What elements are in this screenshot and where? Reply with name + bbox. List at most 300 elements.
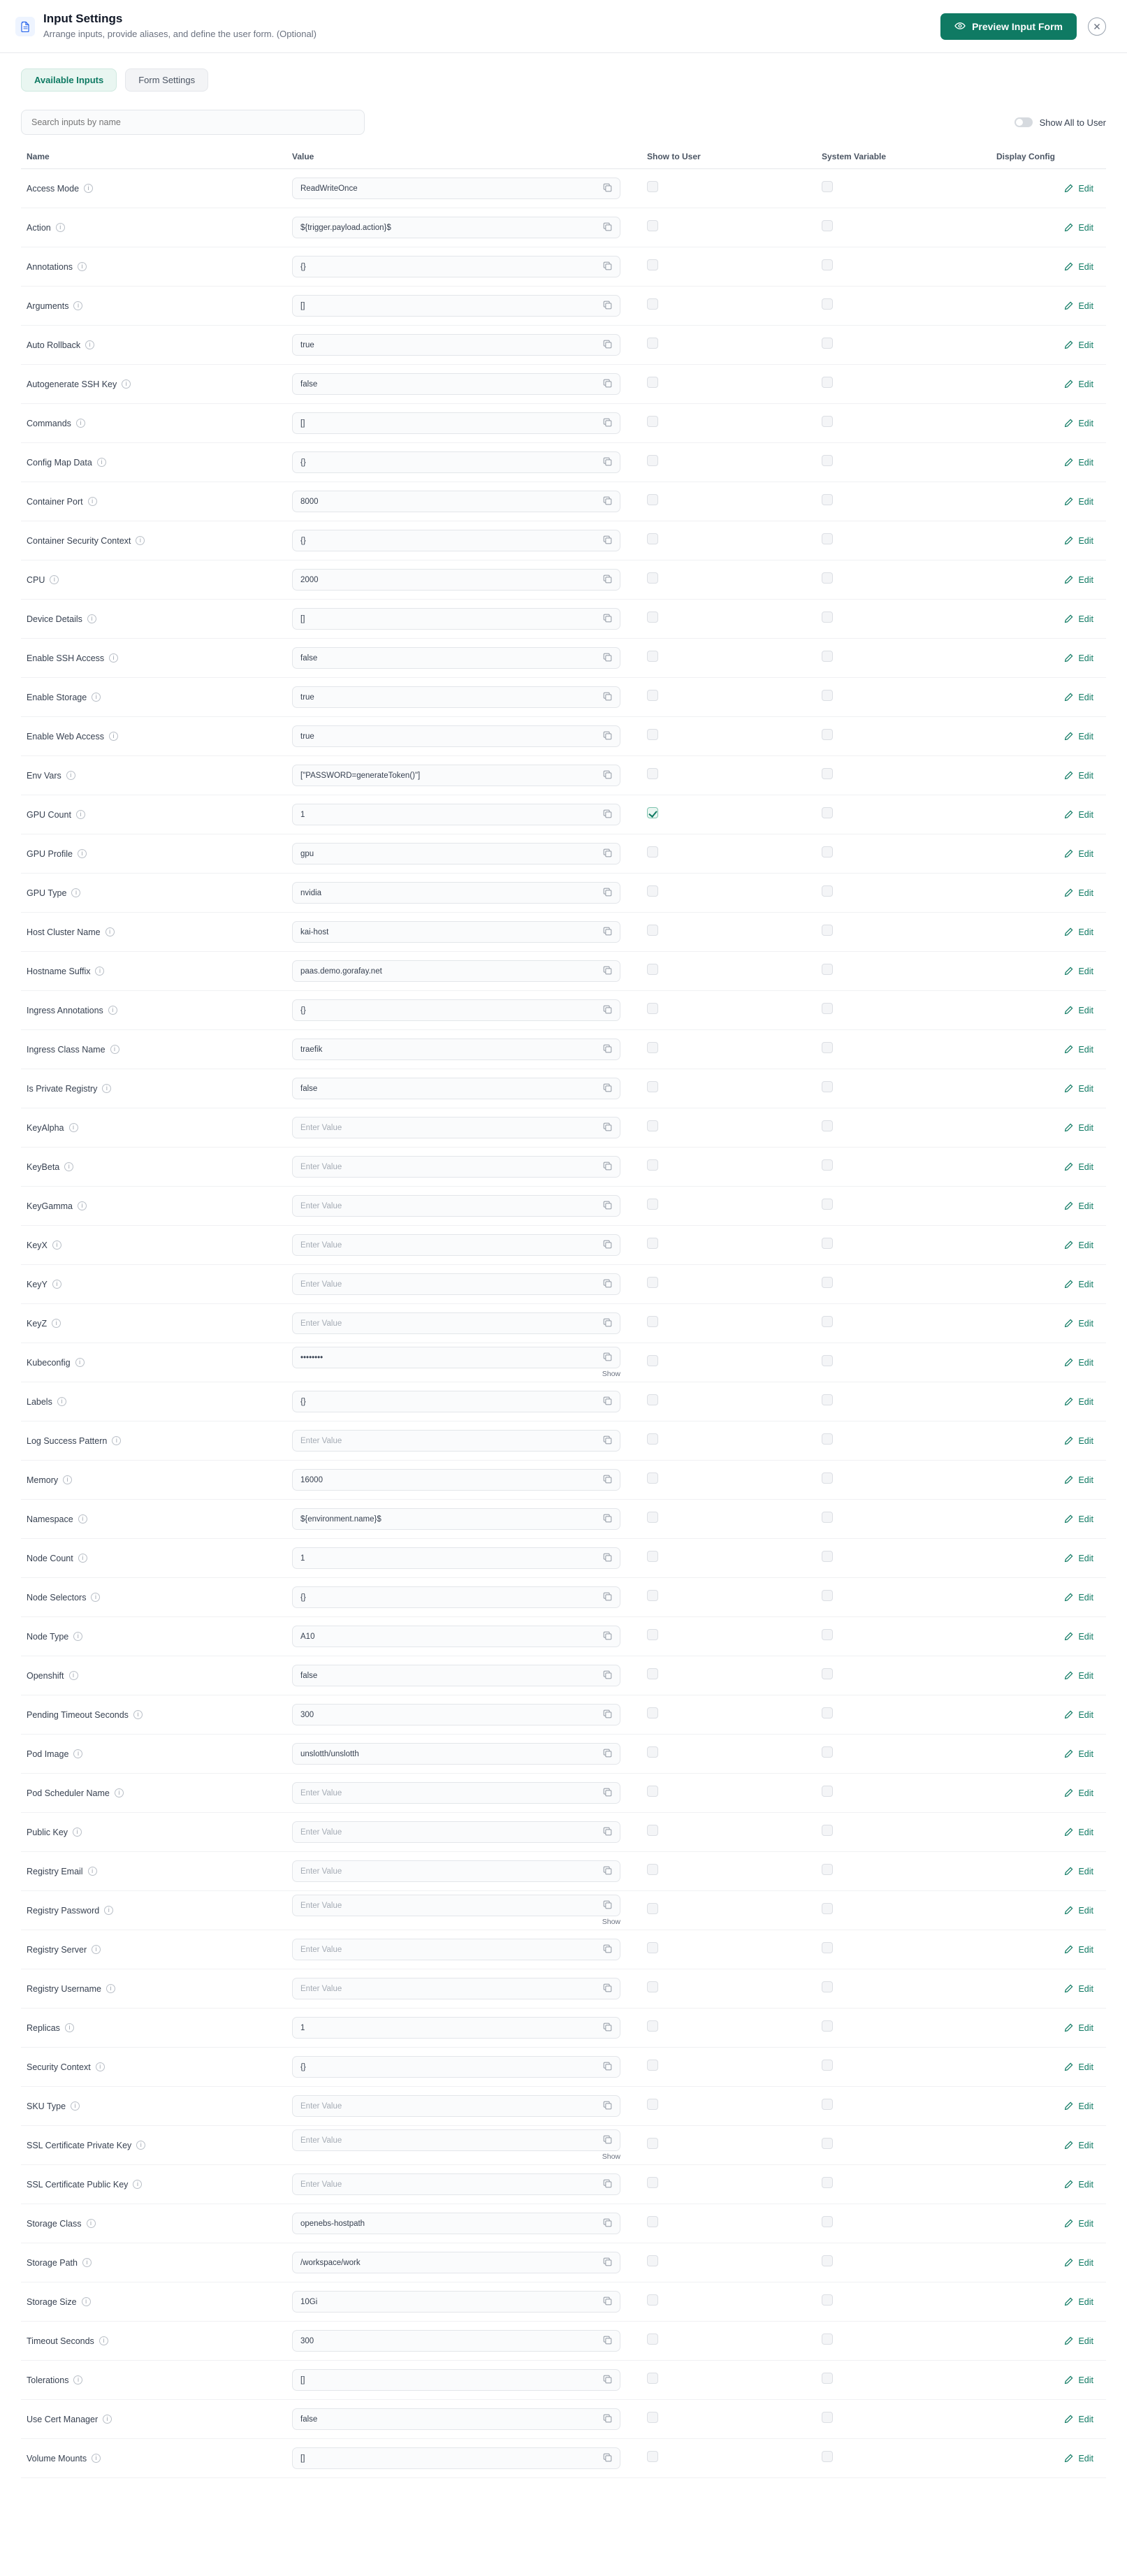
show-to-user-checkbox[interactable] [647,1942,658,1953]
value-input[interactable] [292,1860,620,1882]
copy-icon[interactable] [603,1435,614,1447]
system-variable-checkbox[interactable] [822,1472,833,1484]
value-input[interactable] [292,1821,620,1843]
edit-display-config-button[interactable] [996,1984,1100,1994]
copy-icon[interactable] [603,1592,614,1603]
value-input[interactable] [292,2369,620,2391]
system-variable-checkbox[interactable] [822,1003,833,1014]
show-to-user-checkbox[interactable] [647,2451,658,2462]
value-input[interactable] [292,2447,620,2469]
value-input[interactable] [292,530,620,551]
info-icon[interactable]: i [88,497,97,506]
copy-icon[interactable] [603,809,614,820]
info-icon[interactable]: i [82,2297,91,2306]
value-input[interactable] [292,569,620,591]
copy-icon[interactable] [603,1122,614,1134]
show-to-user-checkbox[interactable] [647,1238,658,1249]
show-to-user-checkbox[interactable] [647,1903,658,1914]
close-circle-icon[interactable] [1088,17,1106,36]
value-input[interactable] [292,295,620,317]
value-input[interactable] [292,1895,620,1916]
edit-display-config-button[interactable] [996,849,1100,859]
system-variable-checkbox[interactable] [822,2373,833,2384]
edit-display-config-button[interactable] [996,1710,1100,1720]
edit-display-config-button[interactable] [996,458,1100,468]
value-input[interactable] [292,1391,620,1412]
system-variable-checkbox[interactable] [822,1903,833,1914]
system-variable-checkbox[interactable] [822,1355,833,1366]
copy-icon[interactable] [603,653,614,664]
info-icon[interactable]: i [64,1162,73,1171]
info-icon[interactable]: i [91,1593,100,1602]
edit-display-config-button[interactable] [996,1867,1100,1876]
show-to-user-checkbox[interactable] [647,1433,658,1445]
copy-icon[interactable] [603,692,614,703]
copy-icon[interactable] [603,457,614,468]
info-icon[interactable]: i [73,1749,82,1758]
info-icon[interactable]: i [78,849,87,858]
info-icon[interactable]: i [112,1436,121,1445]
system-variable-checkbox[interactable] [822,612,833,623]
value-input[interactable] [292,1156,620,1178]
system-variable-checkbox[interactable] [822,2060,833,2071]
value-input[interactable] [292,1347,620,1368]
info-icon[interactable]: i [106,1984,115,1993]
info-icon[interactable]: i [50,575,59,584]
copy-icon[interactable] [603,1044,614,1055]
system-variable-checkbox[interactable] [822,1081,833,1092]
show-to-user-checkbox[interactable] [647,925,658,936]
system-variable-checkbox[interactable] [822,1120,833,1131]
system-variable-checkbox[interactable] [822,1746,833,1758]
info-icon[interactable]: i [99,2336,108,2345]
info-icon[interactable]: i [73,2375,82,2385]
edit-display-config-button[interactable] [996,1788,1100,1798]
copy-icon[interactable] [603,2375,614,2386]
value-input[interactable] [292,1626,620,1647]
info-icon[interactable]: i [85,340,94,349]
system-variable-checkbox[interactable] [822,1316,833,1327]
show-to-user-checkbox[interactable] [647,1786,658,1797]
system-variable-checkbox[interactable] [822,1825,833,1836]
edit-display-config-button[interactable] [996,732,1100,741]
show-to-user-checkbox[interactable] [647,1120,658,1131]
system-variable-checkbox[interactable] [822,494,833,505]
system-variable-checkbox[interactable] [822,2451,833,2462]
system-variable-checkbox[interactable] [822,807,833,818]
system-variable-checkbox[interactable] [822,1433,833,1445]
system-variable-checkbox[interactable] [822,768,833,779]
show-to-user-checkbox[interactable] [647,1981,658,1992]
system-variable-checkbox[interactable] [822,1512,833,1523]
show-to-user-checkbox[interactable] [647,220,658,231]
system-variable-checkbox[interactable] [822,572,833,584]
info-icon[interactable]: i [106,927,115,936]
info-icon[interactable]: i [115,1788,124,1797]
edit-display-config-button[interactable] [996,2141,1100,2150]
copy-icon[interactable] [603,1318,614,1329]
system-variable-checkbox[interactable] [822,259,833,270]
system-variable-checkbox[interactable] [822,1786,833,1797]
system-variable-checkbox[interactable] [822,2216,833,2227]
value-input[interactable] [292,1547,620,1569]
copy-icon[interactable] [603,2414,614,2425]
copy-icon[interactable] [603,1201,614,1212]
system-variable-checkbox[interactable] [822,416,833,427]
value-input[interactable] [292,2173,620,2195]
show-secret-link[interactable]: Show [602,1370,620,1378]
edit-display-config-button[interactable] [996,419,1100,428]
value-input[interactable] [292,1586,620,1608]
value-input[interactable] [292,412,620,434]
edit-display-config-button[interactable] [996,1319,1100,1329]
show-to-user-checkbox[interactable] [647,2060,658,2071]
show-to-user-checkbox[interactable] [647,729,658,740]
copy-icon[interactable] [603,301,614,312]
edit-display-config-button[interactable] [996,927,1100,937]
edit-display-config-button[interactable] [996,379,1100,389]
edit-display-config-button[interactable] [996,1475,1100,1485]
copy-icon[interactable] [603,1514,614,1525]
value-input[interactable] [292,1195,620,1217]
edit-display-config-button[interactable] [996,1945,1100,1955]
value-input[interactable] [292,2213,620,2234]
value-input[interactable] [292,2408,620,2430]
copy-icon[interactable] [603,574,614,586]
show-to-user-checkbox[interactable] [647,2373,658,2384]
show-to-user-checkbox[interactable] [647,651,658,662]
info-icon[interactable]: i [76,419,85,428]
edit-display-config-button[interactable] [996,1358,1100,1368]
value-input[interactable] [292,373,620,395]
system-variable-checkbox[interactable] [822,455,833,466]
edit-display-config-button[interactable] [996,1240,1100,1250]
show-to-user-checkbox[interactable] [647,1707,658,1718]
copy-icon[interactable] [603,1005,614,1016]
system-variable-checkbox[interactable] [822,1199,833,1210]
value-input[interactable] [292,1782,620,1804]
system-variable-checkbox[interactable] [822,533,833,544]
copy-icon[interactable] [603,2453,614,2464]
copy-icon[interactable] [603,2135,614,2146]
show-to-user-checkbox[interactable] [647,572,658,584]
show-secret-link[interactable]: Show [602,2152,620,2161]
edit-display-config-button[interactable] [996,1554,1100,1563]
show-to-user-checkbox[interactable] [647,1629,658,1640]
edit-display-config-button[interactable] [996,2375,1100,2385]
edit-display-config-button[interactable] [996,223,1100,233]
system-variable-checkbox[interactable] [822,1981,833,1992]
show-to-user-checkbox[interactable] [647,1590,658,1601]
value-input[interactable] [292,2330,620,2352]
show-to-user-checkbox[interactable] [647,768,658,779]
copy-icon[interactable] [603,966,614,977]
value-input[interactable] [292,960,620,982]
copy-icon[interactable] [603,2179,614,2190]
copy-icon[interactable] [603,1396,614,1408]
copy-icon[interactable] [603,1083,614,1094]
edit-display-config-button[interactable] [996,1397,1100,1407]
copy-icon[interactable] [603,418,614,429]
system-variable-checkbox[interactable] [822,1590,833,1601]
value-input[interactable] [292,1508,620,1530]
edit-display-config-button[interactable] [996,888,1100,898]
edit-display-config-button[interactable] [996,614,1100,624]
value-input[interactable] [292,2129,620,2151]
system-variable-checkbox[interactable] [822,690,833,701]
show-to-user-checkbox[interactable] [647,2216,658,2227]
system-variable-checkbox[interactable] [822,377,833,388]
show-to-user-checkbox[interactable] [647,846,658,858]
info-icon[interactable]: i [104,1906,113,1915]
info-icon[interactable]: i [87,2219,96,2228]
copy-icon[interactable] [603,1944,614,1955]
info-icon[interactable]: i [97,458,106,467]
info-icon[interactable]: i [82,2258,92,2267]
value-input[interactable] [292,2017,620,2039]
value-input[interactable] [292,1743,620,1765]
system-variable-checkbox[interactable] [822,2020,833,2032]
show-to-user-checkbox[interactable] [647,690,658,701]
copy-icon[interactable] [603,1749,614,1760]
copy-icon[interactable] [603,379,614,390]
info-icon[interactable]: i [92,693,101,702]
show-to-user-checkbox[interactable] [647,2138,658,2149]
copy-icon[interactable] [603,770,614,781]
show-to-user-checkbox[interactable] [647,2177,658,2188]
copy-icon[interactable] [603,2296,614,2308]
tab-available-inputs[interactable]: Available Inputs [21,68,117,92]
edit-display-config-button[interactable] [996,184,1100,194]
copy-icon[interactable] [603,848,614,860]
info-icon[interactable]: i [69,1671,78,1680]
info-icon[interactable]: i [78,1554,87,1563]
value-input[interactable] [292,608,620,630]
info-icon[interactable]: i [92,1945,101,1954]
show-to-user-checkbox[interactable] [647,455,658,466]
info-icon[interactable]: i [78,262,87,271]
value-input[interactable] [292,334,620,356]
show-to-user-checkbox[interactable] [647,1394,658,1405]
value-input[interactable] [292,1704,620,1725]
info-icon[interactable]: i [133,2180,142,2189]
value-input[interactable] [292,2095,620,2117]
value-input[interactable] [292,882,620,904]
show-secret-link[interactable]: Show [602,1918,620,1926]
value-input[interactable] [292,1078,620,1099]
copy-icon[interactable] [603,1788,614,1799]
system-variable-checkbox[interactable] [822,1238,833,1249]
info-icon[interactable]: i [136,536,145,545]
system-variable-checkbox[interactable] [822,651,833,662]
copy-icon[interactable] [603,1553,614,1564]
value-input[interactable] [292,1234,620,1256]
info-icon[interactable]: i [102,1084,111,1093]
copy-icon[interactable] [603,222,614,233]
toggle-icon[interactable] [1015,117,1033,127]
edit-display-config-button[interactable] [996,575,1100,585]
value-input[interactable] [292,178,620,199]
info-icon[interactable]: i [108,1006,117,1015]
info-icon[interactable]: i [88,1867,97,1876]
copy-icon[interactable] [603,1827,614,1838]
edit-display-config-button[interactable] [996,2180,1100,2190]
edit-display-config-button[interactable] [996,1162,1100,1172]
search-box[interactable] [21,110,365,135]
value-input[interactable] [292,1665,620,1686]
edit-display-config-button[interactable] [996,1436,1100,1446]
info-icon[interactable]: i [69,1123,78,1132]
system-variable-checkbox[interactable] [822,1864,833,1875]
info-icon[interactable]: i [57,1397,66,1406]
show-to-user-checkbox[interactable] [647,2099,658,2110]
system-variable-checkbox[interactable] [822,2255,833,2266]
info-icon[interactable]: i [52,1240,61,1250]
show-to-user-checkbox[interactable] [647,1551,658,1562]
system-variable-checkbox[interactable] [822,1668,833,1679]
edit-display-config-button[interactable] [996,497,1100,507]
value-input[interactable] [292,2252,620,2273]
edit-display-config-button[interactable] [996,2258,1100,2268]
system-variable-checkbox[interactable] [822,181,833,192]
copy-icon[interactable] [603,1983,614,1995]
show-to-user-checkbox[interactable] [647,1512,658,1523]
copy-icon[interactable] [603,731,614,742]
copy-icon[interactable] [603,1670,614,1681]
show-to-user-checkbox[interactable] [647,2020,658,2032]
system-variable-checkbox[interactable] [822,1551,833,1562]
value-input[interactable] [292,1978,620,1999]
info-icon[interactable]: i [96,2062,105,2071]
edit-display-config-button[interactable] [996,2101,1100,2111]
value-input[interactable] [292,686,620,708]
system-variable-checkbox[interactable] [822,925,833,936]
edit-display-config-button[interactable] [996,1045,1100,1055]
show-to-user-checkbox[interactable] [647,1825,658,1836]
show-to-user-checkbox[interactable] [647,1472,658,1484]
system-variable-checkbox[interactable] [822,2099,833,2110]
copy-icon[interactable] [603,1631,614,1642]
value-input[interactable] [292,256,620,277]
show-to-user-checkbox[interactable] [647,416,658,427]
system-variable-checkbox[interactable] [822,1042,833,1053]
edit-display-config-button[interactable] [996,1514,1100,1524]
info-icon[interactable]: i [110,1045,119,1054]
preview-input-form-button[interactable] [940,13,1077,40]
system-variable-checkbox[interactable] [822,298,833,310]
copy-icon[interactable] [603,1240,614,1251]
edit-display-config-button[interactable] [996,1632,1100,1642]
system-variable-checkbox[interactable] [822,2177,833,2188]
edit-display-config-button[interactable] [996,1201,1100,1211]
copy-icon[interactable] [603,535,614,547]
info-icon[interactable]: i [136,2141,145,2150]
edit-display-config-button[interactable] [996,2062,1100,2072]
show-to-user-checkbox[interactable] [647,612,658,623]
show-to-user-checkbox[interactable] [647,533,658,544]
copy-icon[interactable] [603,2062,614,2073]
edit-display-config-button[interactable] [996,1280,1100,1289]
info-icon[interactable]: i [78,1201,87,1210]
copy-icon[interactable] [603,1900,614,1911]
copy-icon[interactable] [603,1352,614,1363]
info-icon[interactable]: i [71,2101,80,2111]
show-to-user-checkbox[interactable] [647,1042,658,1053]
edit-display-config-button[interactable] [996,536,1100,546]
value-input[interactable] [292,491,620,512]
show-to-user-checkbox[interactable] [647,1081,658,1092]
system-variable-checkbox[interactable] [822,2294,833,2306]
value-input[interactable] [292,1117,620,1138]
info-icon[interactable]: i [73,1828,82,1837]
info-icon[interactable]: i [133,1710,143,1719]
edit-display-config-button[interactable] [996,1749,1100,1759]
value-input[interactable] [292,1469,620,1491]
copy-icon[interactable] [603,340,614,351]
info-icon[interactable]: i [109,732,118,741]
info-icon[interactable]: i [109,653,118,663]
value-input[interactable] [292,921,620,943]
show-all-to-user-toggle[interactable] [1015,117,1106,128]
info-icon[interactable]: i [75,1358,85,1367]
show-to-user-checkbox[interactable] [647,1668,658,1679]
info-icon[interactable]: i [66,771,75,780]
info-icon[interactable]: i [76,810,85,819]
search-input[interactable] [30,117,356,128]
info-icon[interactable]: i [65,2023,74,2032]
show-to-user-checkbox[interactable] [647,1746,658,1758]
copy-icon[interactable] [603,496,614,507]
value-input[interactable] [292,1273,620,1295]
value-input[interactable] [292,843,620,864]
edit-display-config-button[interactable] [996,1906,1100,1916]
edit-display-config-button[interactable] [996,810,1100,820]
copy-icon[interactable] [603,261,614,273]
edit-display-config-button[interactable] [996,1006,1100,1015]
copy-icon[interactable] [603,1162,614,1173]
show-to-user-checkbox[interactable] [647,298,658,310]
info-icon[interactable]: i [71,888,80,897]
show-to-user-checkbox[interactable] [647,181,658,192]
edit-display-config-button[interactable] [996,1671,1100,1681]
copy-icon[interactable] [603,2023,614,2034]
copy-icon[interactable] [603,2101,614,2112]
value-input[interactable] [292,999,620,1021]
edit-display-config-button[interactable] [996,693,1100,702]
copy-icon[interactable] [603,1709,614,1721]
system-variable-checkbox[interactable] [822,964,833,975]
copy-icon[interactable] [603,1475,614,1486]
value-input[interactable] [292,2056,620,2078]
info-icon[interactable]: i [95,967,104,976]
show-to-user-checkbox[interactable] [647,1355,658,1366]
info-icon[interactable]: i [122,379,131,389]
system-variable-checkbox[interactable] [822,846,833,858]
system-variable-checkbox[interactable] [822,338,833,349]
value-input[interactable] [292,1312,620,1334]
edit-display-config-button[interactable] [996,1084,1100,1094]
info-icon[interactable]: i [63,1475,72,1484]
show-to-user-checkbox[interactable] [647,1159,658,1171]
edit-display-config-button[interactable] [996,771,1100,781]
edit-display-config-button[interactable] [996,262,1100,272]
value-input[interactable] [292,451,620,473]
system-variable-checkbox[interactable] [822,220,833,231]
system-variable-checkbox[interactable] [822,1707,833,1718]
edit-display-config-button[interactable] [996,2415,1100,2424]
show-to-user-checkbox[interactable] [647,1003,658,1014]
show-to-user-checkbox[interactable] [647,964,658,975]
